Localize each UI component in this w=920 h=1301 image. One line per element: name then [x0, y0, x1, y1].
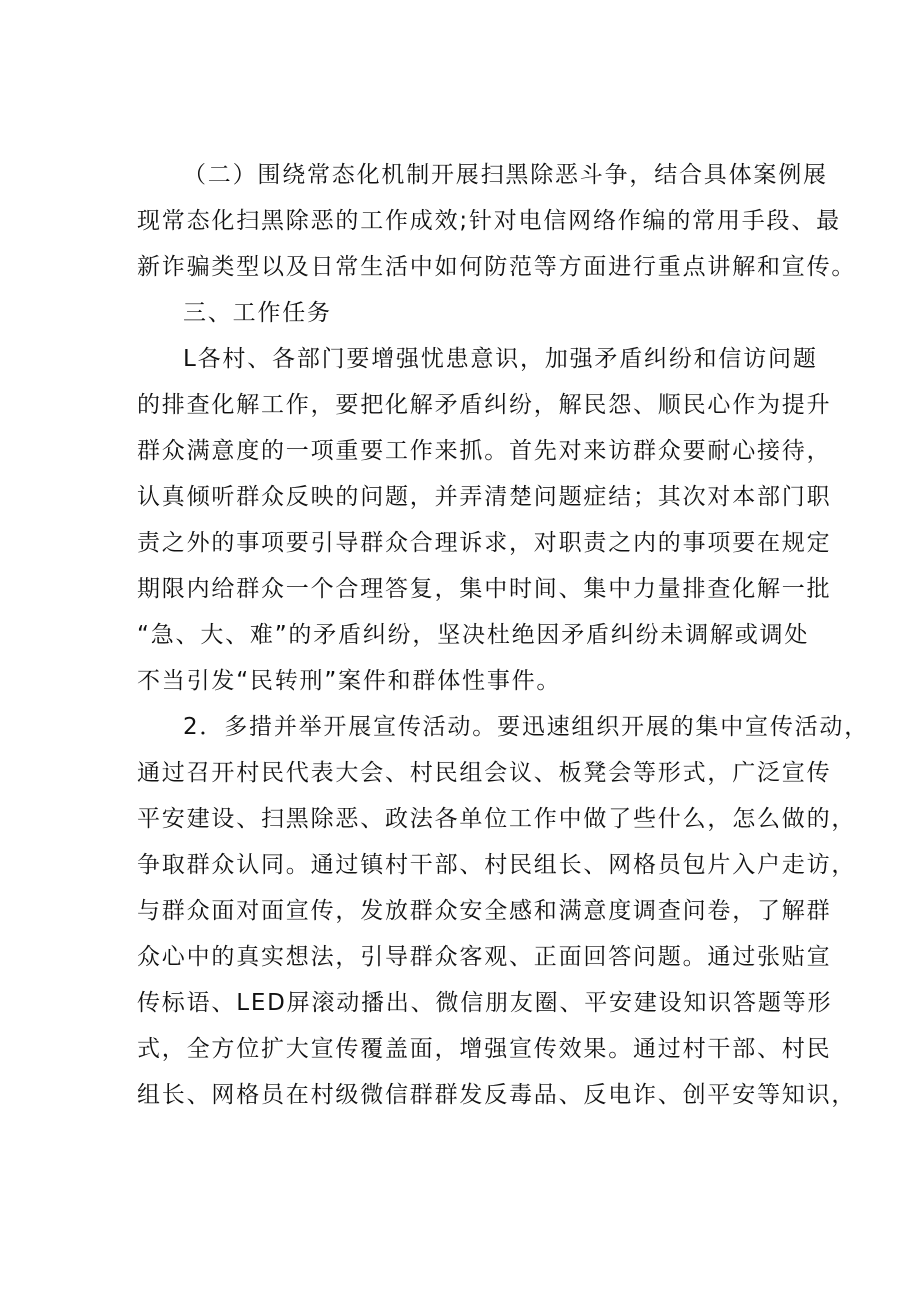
section-heading: 三、工作任务: [183, 300, 332, 326]
paragraph-section-two: [137, 152, 857, 290]
text-line: 通过召开村民代表大会、村民组会议、板凳会等形式，广泛宣传: [137, 760, 832, 786]
text-line: 现常态化扫黑除恶的工作成效;针对电信网络作编的常用手段、最: [137, 208, 841, 234]
text-line: 认真倾听群众反映的问题，并弄清楚问题症结；其次对本部门职: [137, 484, 832, 510]
text-line: 群众满意度的一项重要工作来抓。首先对来访群众要耐心接待，: [137, 438, 832, 464]
section-heading-work-tasks: [137, 290, 792, 336]
document-body: [137, 152, 870, 1118]
text-line: “急、大、难”的矛盾纠纷，坚决杜绝因矛盾纠纷未调解或调处: [137, 622, 810, 648]
text-line: 与群众面对面宣传，发放群众安全感和满意度调查问卷，了解群: [137, 898, 832, 924]
text-line: （二）围绕常态化机制开展扫黑除恶斗争，结合具体案例展: [183, 162, 828, 188]
text-line: 式，全方位扩大宣传覆盖面，增强宣传效果。通过村干部、村民: [137, 1036, 832, 1062]
text-line: 众心中的真实想法，引导群众客观、正面回答问题。通过张贴宣: [137, 944, 832, 970]
text-line: 2．多措并举开展宣传活动。要迅速组织开展的集中宣传活动，: [183, 714, 870, 740]
paragraph-task-two: [137, 704, 870, 1118]
text-line: 组长、网格员在村级微信群群发反毒品、反电诈、创平安等知识，: [137, 1082, 857, 1108]
text-line: 传标语、LED屏滚动播出、微信朋友圈、平安建设知识答题等形: [137, 990, 833, 1016]
text-line: 期限内给群众一个合理答复，集中时间、集中力量排查化解一批: [137, 576, 832, 602]
text-line: 的排查化解工作，要把化解矛盾纠纷，解民怨、顺民心作为提升: [137, 392, 832, 418]
text-line: 责之外的事项要引导群众合理诉求，对职责之内的事项要在规定: [137, 530, 832, 556]
text-line: L各村、各部门要增强忧患意识，加强矛盾纠纷和信访问题: [183, 346, 818, 372]
paragraph-task-one: [137, 336, 832, 704]
text-line: 不当引发“民转刑”案件和群体性事件。: [137, 668, 562, 694]
text-line: 平安建设、扫黑除恶、政法各单位工作中做了些什么，怎么做的，: [137, 806, 857, 832]
text-line: 新诈骗类型以及日常生活中如何防范等方面进行重点讲解和宣传。: [137, 254, 857, 280]
text-line: 争取群众认同。通过镇村干部、村民组长、网格员包片入户走访，: [137, 852, 857, 878]
